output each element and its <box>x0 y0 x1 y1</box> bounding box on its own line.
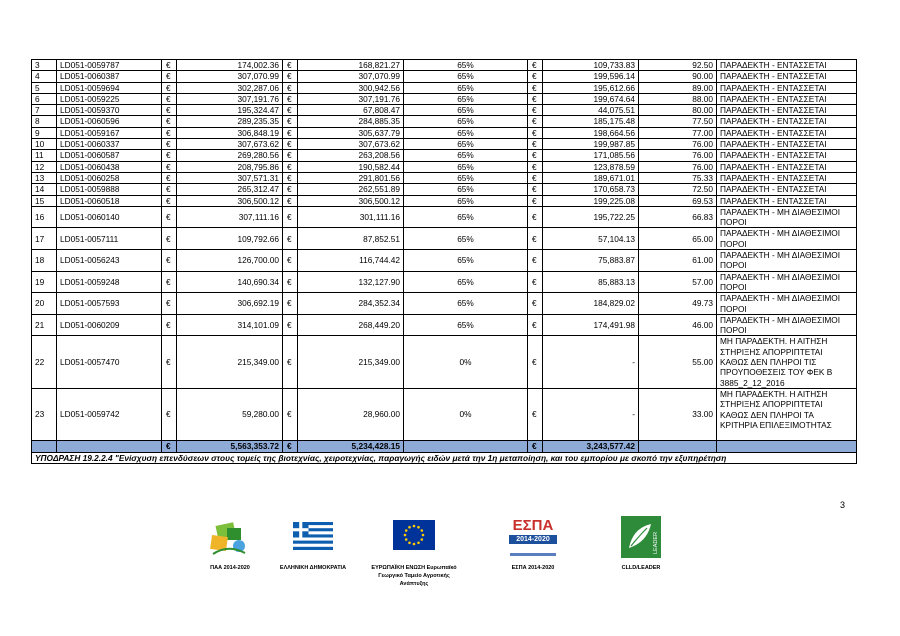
row-index: 23 <box>32 388 57 440</box>
currency-symbol: € <box>162 93 177 104</box>
aid-percentage: 65% <box>404 60 528 71</box>
budget-amount: 302,287.06 <box>177 82 283 93</box>
table-row <box>32 71 857 82</box>
currency-symbol: € <box>283 139 298 150</box>
submeasure-heading: ΥΠΟΔΡΑΣΗ 19.2.2.4 "Ενίσχυση επενδύσεων στους τομείς της βιοτεχνίας, χειροτεχνίας, παραγωγής ειδών μετά την 1η μεταποίηση, και του εμπορίου με σκοπό την εξυπηρέτηση <box>32 452 857 463</box>
currency-symbol: € <box>162 105 177 116</box>
aid-percentage: 65% <box>404 195 528 206</box>
leader-mark: LEADER <box>653 531 659 554</box>
aid-percentage: 65% <box>404 293 528 315</box>
currency-symbol: € <box>162 228 177 250</box>
total-empty <box>57 440 162 452</box>
score: 49.73 <box>639 293 717 315</box>
currency-symbol: € <box>528 314 543 336</box>
aid-percentage: 0% <box>404 388 528 440</box>
row-index: 10 <box>32 139 57 150</box>
total-empty <box>32 440 57 452</box>
eu-flag <box>393 520 435 550</box>
public-expenditure: 195,722.25 <box>543 206 639 228</box>
application-code: LD051-0060518 <box>57 195 162 206</box>
currency-symbol: € <box>162 139 177 150</box>
espa-mark: ΕΣΠΑ <box>512 517 554 534</box>
public-expenditure: - <box>543 388 639 440</box>
public-expenditure: 170,658.73 <box>543 184 639 195</box>
currency-symbol: € <box>283 388 298 440</box>
status-text: ΜΗ ΠΑΡΑΔΕΚΤΗ. Η ΑΙΤΗΣΗ ΣΤΗΡΙΞΗΣ ΑΠΟΡΡΙΠΤΕΤΑΙ ΚΑΘΩΣ ΔΕΝ ΠΛΗΡΟΙ ΤΑ ΚΡΙΤΗΡΙΑ ΕΠΙΛΕΞΙΜΟΤΗΤΑΣ <box>717 388 857 440</box>
budget-amount: 195,324.47 <box>177 105 283 116</box>
public-expenditure: 198,664.56 <box>543 127 639 138</box>
table-row <box>32 116 857 127</box>
budget-amount: 269,280.56 <box>177 150 283 161</box>
currency-symbol: € <box>162 161 177 172</box>
currency-symbol: € <box>283 82 298 93</box>
currency-symbol: € <box>528 271 543 293</box>
table-row <box>32 293 857 315</box>
currency-symbol: € <box>528 388 543 440</box>
currency-symbol: € <box>162 206 177 228</box>
score: 88.00 <box>639 93 717 104</box>
budget-amount: 208,795.86 <box>177 161 283 172</box>
score: 77.00 <box>639 127 717 138</box>
currency-symbol: € <box>283 93 298 104</box>
status-text: ΠΑΡΑΔΕΚΤΗ - ΕΝΤΑΣΣΕΤΑΙ <box>717 195 857 206</box>
currency-symbol: € <box>283 60 298 71</box>
eligible-amount: 307,673.62 <box>298 139 404 150</box>
currency-symbol: € <box>283 250 298 272</box>
score: 55.00 <box>639 336 717 388</box>
table-row <box>32 195 857 206</box>
table-row <box>32 271 857 293</box>
aid-percentage: 65% <box>404 184 528 195</box>
currency-symbol: € <box>528 139 543 150</box>
leader-caption: CLLD/LEADER <box>621 565 661 571</box>
application-code: LD051-0060337 <box>57 139 162 150</box>
application-code: LD051-0057111 <box>57 228 162 250</box>
currency-symbol: € <box>528 127 543 138</box>
table-row <box>32 93 857 104</box>
row-index: 11 <box>32 150 57 161</box>
row-index: 13 <box>32 172 57 183</box>
aid-percentage: 65% <box>404 116 528 127</box>
submeasure-row <box>32 452 857 463</box>
currency-symbol: € <box>162 184 177 195</box>
table-row <box>32 139 857 150</box>
currency-symbol: € <box>283 150 298 161</box>
currency-symbol: € <box>162 336 177 388</box>
eligible-amount: 291,801.56 <box>298 172 404 183</box>
budget-amount: 215,349.00 <box>177 336 283 388</box>
application-code: LD051-0060596 <box>57 116 162 127</box>
currency-symbol: € <box>528 116 543 127</box>
eligible-amount: 307,191.76 <box>298 93 404 104</box>
currency-symbol: € <box>283 161 298 172</box>
budget-amount: 140,690.34 <box>177 271 283 293</box>
paa-leaf-icon <box>203 520 253 560</box>
application-code: LD051-0057593 <box>57 293 162 315</box>
score: 76.00 <box>639 150 717 161</box>
status-text: ΠΑΡΑΔΕΚΤΗ - ΜΗ ΔΙΑΘΕΣΙΜΟΙ ΠΟΡΟΙ <box>717 293 857 315</box>
greek-flag <box>293 522 333 550</box>
table-row <box>32 314 857 336</box>
currency-symbol: € <box>528 250 543 272</box>
public-expenditure: 109,733.83 <box>543 60 639 71</box>
paa-caption: ΠΑΑ 2014-2020 <box>210 565 250 571</box>
currency-symbol: € <box>283 271 298 293</box>
row-index: 5 <box>32 82 57 93</box>
total-empty <box>717 440 857 452</box>
table-row <box>32 127 857 138</box>
currency-symbol: € <box>283 116 298 127</box>
score: 57.00 <box>639 271 717 293</box>
currency-symbol: € <box>283 172 298 183</box>
currency-symbol: € <box>528 105 543 116</box>
row-index: 20 <box>32 293 57 315</box>
aid-percentage: 65% <box>404 105 528 116</box>
row-index: 7 <box>32 105 57 116</box>
status-text: ΜΗ ΠΑΡΑΔΕΚΤΗ. Η ΑΙΤΗΣΗ ΣΤΗΡΙΞΗΣ ΑΠΟΡΡΙΠΤΕΤΑΙ ΚΑΘΩΣ ΔΕΝ ΠΛΗΡΟΙ ΤΙΣ ΠΡΟΥΠΟΘΕΣΕΙΣ ΤΟΥ ΦΕΚ Β 3885_2_12_2016 <box>717 336 857 388</box>
currency-symbol: € <box>528 150 543 161</box>
currency-symbol: € <box>162 71 177 82</box>
aid-percentage: 65% <box>404 139 528 150</box>
currency-symbol: € <box>528 228 543 250</box>
currency-symbol: € <box>162 60 177 71</box>
eu-caption: ΕΥΡΩΠΑΪΚΗ ΕΝΩΣΗ Ευρωπαϊκό Γεωργικό Ταμείο Αγροτικής Ανάπτυξης <box>371 565 457 587</box>
espa-years: 2014-2020 <box>509 535 557 544</box>
budget-amount: 109,792.66 <box>177 228 283 250</box>
budget-amount: 307,070.99 <box>177 71 283 82</box>
eligible-amount: 168,821.27 <box>298 60 404 71</box>
application-code: LD051-0060140 <box>57 206 162 228</box>
status-text: ΠΑΡΑΔΕΚΤΗ - ΜΗ ΔΙΑΘΕΣΙΜΟΙ ΠΟΡΟΙ <box>717 206 857 228</box>
score: 69.53 <box>639 195 717 206</box>
row-index: 17 <box>32 228 57 250</box>
paa-logo <box>203 520 253 560</box>
currency-symbol: € <box>528 93 543 104</box>
public-expenditure: 57,104.13 <box>543 228 639 250</box>
currency-symbol: € <box>528 440 543 452</box>
espa-caption: ΕΣΠΑ 2014-2020 <box>511 565 555 571</box>
aid-percentage: 65% <box>404 82 528 93</box>
aid-percentage: 65% <box>404 228 528 250</box>
eligible-amount: 215,349.00 <box>298 336 404 388</box>
application-code: LD051-0060258 <box>57 172 162 183</box>
budget-amount: 314,101.09 <box>177 314 283 336</box>
table-row <box>32 228 857 250</box>
application-code: LD051-0059787 <box>57 60 162 71</box>
table-row <box>32 250 857 272</box>
currency-symbol: € <box>283 314 298 336</box>
status-text: ΠΑΡΑΔΕΚΤΗ - ΜΗ ΔΙΑΘΕΣΙΜΟΙ ΠΟΡΟΙ <box>717 228 857 250</box>
currency-symbol: € <box>162 116 177 127</box>
public-expenditure: 85,883.13 <box>543 271 639 293</box>
public-expenditure: 185,175.48 <box>543 116 639 127</box>
budget-amount: 306,692.19 <box>177 293 283 315</box>
row-index: 16 <box>32 206 57 228</box>
eligible-amount: 305,637.79 <box>298 127 404 138</box>
public-expenditure: 174,491.98 <box>543 314 639 336</box>
application-code: LD051-0059370 <box>57 105 162 116</box>
score: 90.00 <box>639 71 717 82</box>
greece-caption: ΕΛΛΗΝΙΚΗ ΔΗΜΟΚΡΑΤΙΑ <box>279 565 347 571</box>
currency-symbol: € <box>283 71 298 82</box>
table-row <box>32 82 857 93</box>
row-index: 22 <box>32 336 57 388</box>
page-number: 3 <box>840 500 846 510</box>
currency-symbol: € <box>528 293 543 315</box>
currency-symbol: € <box>162 440 177 452</box>
currency-symbol: € <box>528 161 543 172</box>
eligible-amount: 28,960.00 <box>298 388 404 440</box>
aid-percentage: 65% <box>404 71 528 82</box>
status-text: ΠΑΡΑΔΕΚΤΗ - ΜΗ ΔΙΑΘΕΣΙΜΟΙ ΠΟΡΟΙ <box>717 271 857 293</box>
row-index: 8 <box>32 116 57 127</box>
status-text: ΠΑΡΑΔΕΚΤΗ - ΕΝΤΑΣΣΕΤΑΙ <box>717 184 857 195</box>
currency-symbol: € <box>162 150 177 161</box>
currency-symbol: € <box>162 271 177 293</box>
budget-amount: 265,312.47 <box>177 184 283 195</box>
eligible-amount: 263,208.56 <box>298 150 404 161</box>
leader-logo <box>621 516 661 558</box>
public-expenditure: 199,674.64 <box>543 93 639 104</box>
score: 76.00 <box>639 161 717 172</box>
score: 76.00 <box>639 139 717 150</box>
score: 46.00 <box>639 314 717 336</box>
currency-symbol: € <box>283 440 298 452</box>
score: 80.00 <box>639 105 717 116</box>
currency-symbol: € <box>528 60 543 71</box>
table-row <box>32 161 857 172</box>
score: 61.00 <box>639 250 717 272</box>
row-index: 18 <box>32 250 57 272</box>
status-text: ΠΑΡΑΔΕΚΤΗ - ΕΝΤΑΣΣΕΤΑΙ <box>717 82 857 93</box>
eu-stars-icon <box>393 520 435 550</box>
eligible-amount: 87,852.51 <box>298 228 404 250</box>
budget-amount: 307,571.31 <box>177 172 283 183</box>
currency-symbol: € <box>283 293 298 315</box>
application-code: LD051-0059225 <box>57 93 162 104</box>
currency-symbol: € <box>528 184 543 195</box>
status-text: ΠΑΡΑΔΕΚΤΗ - ΕΝΤΑΣΣΕΤΑΙ <box>717 105 857 116</box>
public-expenditure: 44,075.51 <box>543 105 639 116</box>
currency-symbol: € <box>162 388 177 440</box>
public-expenditure: 171,085.56 <box>543 150 639 161</box>
aid-percentage: 65% <box>404 172 528 183</box>
status-text: ΠΑΡΑΔΕΚΤΗ - ΕΝΤΑΣΣΕΤΑΙ <box>717 161 857 172</box>
public-expenditure: 195,612.66 <box>543 82 639 93</box>
results-table <box>31 59 857 464</box>
row-index: 6 <box>32 93 57 104</box>
budget-amount: 174,002.36 <box>177 60 283 71</box>
table-row <box>32 184 857 195</box>
score: 66.83 <box>639 206 717 228</box>
total-budget: 5,563,353.72 <box>177 440 283 452</box>
eligible-amount: 300,942.56 <box>298 82 404 93</box>
application-code: LD051-0059694 <box>57 82 162 93</box>
budget-amount: 307,191.76 <box>177 93 283 104</box>
public-expenditure: 199,987.85 <box>543 139 639 150</box>
table-row <box>32 60 857 71</box>
application-code: LD051-0060387 <box>57 71 162 82</box>
status-text: ΠΑΡΑΔΕΚΤΗ - ΕΝΤΑΣΣΕΤΑΙ <box>717 71 857 82</box>
budget-amount: 126,700.00 <box>177 250 283 272</box>
currency-symbol: € <box>162 172 177 183</box>
eligible-amount: 262,551.89 <box>298 184 404 195</box>
score: 65.00 <box>639 228 717 250</box>
public-expenditure: 189,671.01 <box>543 172 639 183</box>
application-code: LD051-0059248 <box>57 271 162 293</box>
status-text: ΠΑΡΑΔΕΚΤΗ - ΕΝΤΑΣΣΕΤΑΙ <box>717 93 857 104</box>
currency-symbol: € <box>162 314 177 336</box>
table-body <box>32 60 857 464</box>
currency-symbol: € <box>162 250 177 272</box>
application-code: LD051-0057470 <box>57 336 162 388</box>
table-row <box>32 206 857 228</box>
status-text: ΠΑΡΑΔΕΚΤΗ - ΕΝΤΑΣΣΕΤΑΙ <box>717 60 857 71</box>
score: 75.33 <box>639 172 717 183</box>
aid-percentage: 65% <box>404 250 528 272</box>
row-index: 19 <box>32 271 57 293</box>
budget-amount: 289,235.35 <box>177 116 283 127</box>
aid-percentage: 65% <box>404 150 528 161</box>
currency-symbol: € <box>162 293 177 315</box>
status-text: ΠΑΡΑΔΕΚΤΗ - ΕΝΤΑΣΣΕΤΑΙ <box>717 172 857 183</box>
currency-symbol: € <box>162 127 177 138</box>
aid-percentage: 65% <box>404 161 528 172</box>
public-expenditure: 123,878.59 <box>543 161 639 172</box>
aid-percentage: 65% <box>404 314 528 336</box>
currency-symbol: € <box>283 206 298 228</box>
eligible-amount: 306,500.12 <box>298 195 404 206</box>
application-code: LD051-0059167 <box>57 127 162 138</box>
table-row <box>32 105 857 116</box>
status-text: ΠΑΡΑΔΕΚΤΗ - ΕΝΤΑΣΣΕΤΑΙ <box>717 127 857 138</box>
application-code: LD051-0060587 <box>57 150 162 161</box>
currency-symbol: € <box>162 195 177 206</box>
aid-percentage: 65% <box>404 271 528 293</box>
row-index: 14 <box>32 184 57 195</box>
status-text: ΠΑΡΑΔΕΚΤΗ - ΕΝΤΑΣΣΕΤΑΙ <box>717 139 857 150</box>
budget-amount: 59,280.00 <box>177 388 283 440</box>
application-code: LD051-0056243 <box>57 250 162 272</box>
row-index: 3 <box>32 60 57 71</box>
budget-amount: 307,111.16 <box>177 206 283 228</box>
aid-percentage: 65% <box>404 93 528 104</box>
status-text: ΠΑΡΑΔΕΚΤΗ - ΜΗ ΔΙΑΘΕΣΙΜΟΙ ΠΟΡΟΙ <box>717 314 857 336</box>
budget-amount: 306,500.12 <box>177 195 283 206</box>
eligible-amount: 301,111.16 <box>298 206 404 228</box>
currency-symbol: € <box>283 105 298 116</box>
aid-percentage: 0% <box>404 336 528 388</box>
currency-symbol: € <box>283 195 298 206</box>
total-eligible: 5,234,428.15 <box>298 440 404 452</box>
application-code: LD051-0059742 <box>57 388 162 440</box>
total-public-expenditure: 3,243,577.42 <box>543 440 639 452</box>
eligible-amount: 284,885.35 <box>298 116 404 127</box>
score: 33.00 <box>639 388 717 440</box>
espa-logo <box>505 518 561 556</box>
leader-leaf-icon <box>621 516 661 558</box>
eligible-amount: 67,808.47 <box>298 105 404 116</box>
status-text: ΠΑΡΑΔΕΚΤΗ - ΕΝΤΑΣΣΕΤΑΙ <box>717 116 857 127</box>
eligible-amount: 268,449.20 <box>298 314 404 336</box>
public-expenditure: 75,883.87 <box>543 250 639 272</box>
total-empty <box>404 440 528 452</box>
public-expenditure: 199,225.08 <box>543 195 639 206</box>
table-row <box>32 388 857 440</box>
row-index: 12 <box>32 161 57 172</box>
application-code: LD051-0059888 <box>57 184 162 195</box>
currency-symbol: € <box>528 206 543 228</box>
table-row <box>32 336 857 388</box>
currency-symbol: € <box>283 127 298 138</box>
status-text: ΠΑΡΑΔΕΚΤΗ - ΜΗ ΔΙΑΘΕΣΙΜΟΙ ΠΟΡΟΙ <box>717 250 857 272</box>
eligible-amount: 132,127.90 <box>298 271 404 293</box>
currency-symbol: € <box>162 82 177 93</box>
aid-percentage: 65% <box>404 206 528 228</box>
greek-flag-icon <box>293 522 333 550</box>
score: 92.50 <box>639 60 717 71</box>
application-code: LD051-0060209 <box>57 314 162 336</box>
table-row <box>32 150 857 161</box>
espa-bar-icon <box>508 552 558 558</box>
eligible-amount: 284,352.34 <box>298 293 404 315</box>
currency-symbol: € <box>528 336 543 388</box>
row-index: 9 <box>32 127 57 138</box>
score: 77.50 <box>639 116 717 127</box>
total-empty <box>639 440 717 452</box>
currency-symbol: € <box>528 172 543 183</box>
eligible-amount: 116,744.42 <box>298 250 404 272</box>
aid-percentage: 65% <box>404 127 528 138</box>
currency-symbol: € <box>283 184 298 195</box>
currency-symbol: € <box>528 195 543 206</box>
public-expenditure: 199,596.14 <box>543 71 639 82</box>
currency-symbol: € <box>283 336 298 388</box>
score: 89.00 <box>639 82 717 93</box>
application-code: LD051-0060438 <box>57 161 162 172</box>
budget-amount: 306,848.19 <box>177 127 283 138</box>
row-index: 21 <box>32 314 57 336</box>
table-row <box>32 172 857 183</box>
totals-row <box>32 440 857 452</box>
currency-symbol: € <box>528 71 543 82</box>
row-index: 15 <box>32 195 57 206</box>
eligible-amount: 190,582.44 <box>298 161 404 172</box>
public-expenditure: 184,829.02 <box>543 293 639 315</box>
public-expenditure: - <box>543 336 639 388</box>
footer-logos <box>0 512 900 612</box>
currency-symbol: € <box>283 228 298 250</box>
status-text: ΠΑΡΑΔΕΚΤΗ - ΕΝΤΑΣΣΕΤΑΙ <box>717 150 857 161</box>
row-index: 4 <box>32 71 57 82</box>
score: 72.50 <box>639 184 717 195</box>
budget-amount: 307,673.62 <box>177 139 283 150</box>
currency-symbol: € <box>528 82 543 93</box>
eligible-amount: 307,070.99 <box>298 71 404 82</box>
